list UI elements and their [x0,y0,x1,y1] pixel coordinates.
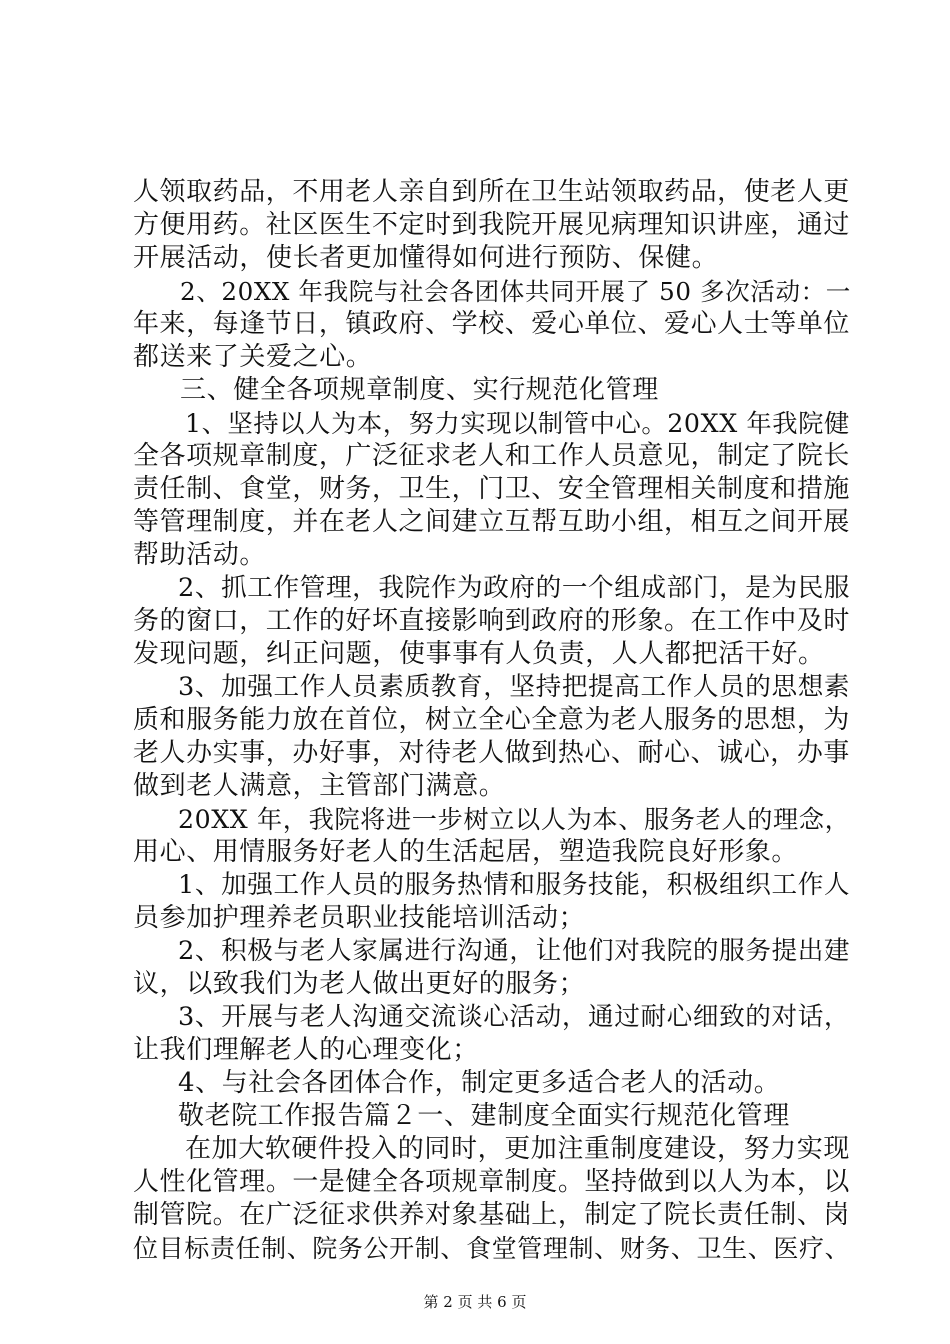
text-line: 用心、用情服务好老人的生活起居，塑造我院良好形象。 [133,837,799,867]
text-line: 制管院。在广泛征求供养对象基础上，制定了院长责任制、岗 [133,1200,850,1230]
text-line: 方便用药。社区医生不定时到我院开展见病理知识讲座，通过 [133,210,850,240]
text-line: 发现问题，纠正问题，使事事有人负责，人人都把活干好。 [133,639,825,669]
text-line: 3、加强工作人员素质教育，坚持把提高工作人员的思想素 [178,672,851,702]
text-line: 帮助活动。 [133,540,267,570]
text-line: 1、坚持以人为本，努力实现以制管中心。20XX 年我院健 [185,409,850,438]
section-heading: 三、健全各项规章制度、实行规范化管理 [180,375,659,405]
text-line: 人性化管理。一是健全各项规章制度。坚持做到以人为本，以 [133,1167,850,1197]
text-line: 全各项规章制度，广泛征求老人和工作人员意见，制定了院长 [133,441,850,471]
text-line: 4、与社会各团体合作，制定更多适合老人的活动。 [178,1068,781,1098]
text-line: 年来，每逢节日，镇政府、学校、爱心单位、爱心人士等单位 [133,309,850,339]
text-line: 20XX 年，我院将进一步树立以人为本、服务老人的理念， [178,805,851,834]
text-line: 让我们理解老人的心理变化； [133,1035,479,1065]
text-line: 1、加强工作人员的服务热情和服务技能，积极组织工作人 [178,870,851,900]
text-line: 2、积极与老人家属进行沟通，让他们对我院的服务提出建 [178,936,851,966]
text-line: 位目标责任制、院务公开制、食堂管理制、财务、卫生、医疗、 [133,1234,851,1263]
text-line: 务的窗口，工作的好坏直接影响到政府的形象。在工作中及时 [133,606,850,636]
text-line: 2、20XX 年我院与社会各团体共同开展了 50 多次活动：一 [180,277,851,306]
text-line: 议，以致我们为老人做出更好的服务； [133,969,586,999]
text-line: 在加大软硬件投入的同时，更加注重制度建设，努力实现 [185,1134,851,1164]
text-line: 都送来了关爱之心。 [133,342,373,372]
text-line: 2、抓工作管理，我院作为政府的一个组成部门，是为民服 [178,573,851,603]
page-number-footer: 第 2 页 共 6 页 [423,1293,527,1311]
text-line: 质和服务能力放在首位，树立全心全意为老人服务的思想，为 [133,705,850,735]
text-line: 等管理制度，并在老人之间建立互帮互助小组，相互之间开展 [133,507,850,537]
text-line: 开展活动，使长者更加懂得如何进行预防、保健。 [133,243,719,273]
text-line: 员参加护理养老员职业技能培训活动； [133,903,586,933]
text-line: 人领取药品，不用老人亲自到所在卫生站领取药品，使老人更 [133,177,850,207]
text-line: 老人办实事，办好事，对待老人做到热心、耐心、诚心，办事 [133,738,850,768]
text-line: 做到老人满意，主管部门满意。 [133,771,506,801]
text-line: 3、开展与老人沟通交流谈心活动，通过耐心细致的对话， [178,1002,851,1032]
text-line: 责任制、食堂，财务，卫生，门卫、安全管理相关制度和措施 [133,474,850,504]
section-heading: 敬老院工作报告篇２一、建制度全面实行规范化管理 [178,1101,790,1131]
